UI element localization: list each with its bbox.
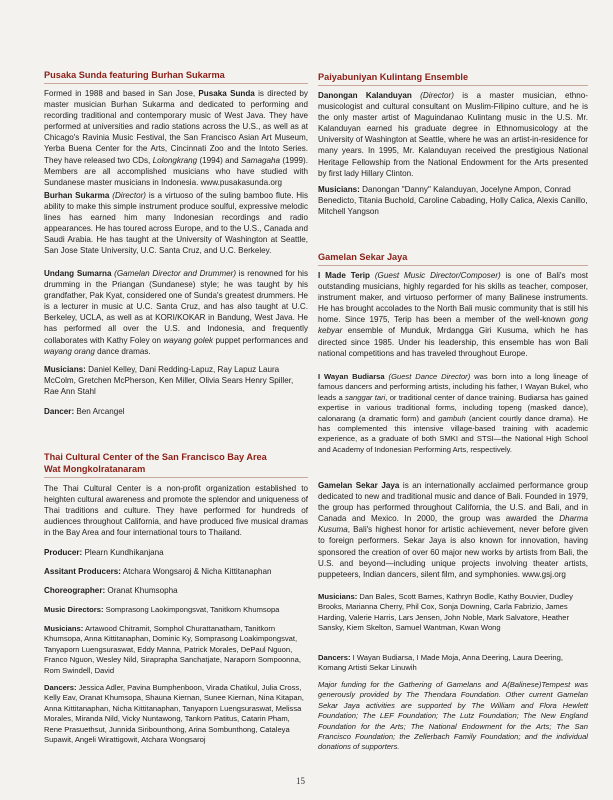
section-rule — [44, 83, 308, 84]
terip-bio: I Made Terip (Guest Music Director/Composer) is one of Bali's most outstanding musicians, highly regarded for his skills as teacher, composer, instrument maker, and virtuoso performer of many Balinese instruments. He has brought accolades to the North Bali music community that is still his home. Since 1975, Terip has been a member of the well-known gong kebyar ensemble of Munduk, Mrdangga Giri Kusuma, which he has directed since 1985. Under his leadership, this ensemble has won Bali national competitions and has traveled throughout Europe. — [318, 271, 588, 358]
wayan-bio: I Wayan Budiarsa (Guest Dance Director) was born into a long lineage of famous dancers and performing artists, including his father, I Wayan Bukel, who leads a sanggar tari, or traditional center of dance training. Budiarsa has gained expertise in various traditional forms, including topeng (masked dance), calonarang (a dramatic form) and gambuh (ancient courtly dance drama). He has complemented this intensive village-based training with academic experience, as a graduate of both SMKI and STSI—the National High School and Academy of Indonesian Performing Arts, respectively. — [318, 372, 588, 454]
sekar-jaya-url: www.gsj.org — [522, 569, 566, 579]
pusaka-musicians: Musicians: Daniel Kelley, Dani Redding-Lapuz, Ray Lapuz Laura McColm, Gretchen McPherson, Ken Miller, Olivia Sears Henry Spiller, Rae Ann Stahl — [44, 365, 294, 397]
section-rule — [318, 265, 588, 266]
pusaka-intro: Formed in 1988 and based in San Jose, Pusaka Sunda is directed by master musician Burhan Sukarma and dedicated to performing and recording traditional and contemporary music of West Java. They have performed at universities and radio stations across the U.S., as well as at Chicago's Ravinia Music Festival, the San Francisco Asian Art Museum, Yerba Buena Center for the Arts, Cincinnati Zoo and the Intoto Series. They have released two CDs, Lolongkrang (1994) and Samagaha (1999). Members are all accomplished musicians who have studied with Sundanese master musicians in Indonesia. www.pusakasunda.org — [44, 89, 308, 187]
thai-producer: Producer: Plearn Kundhikanjana — [44, 548, 164, 557]
thai-choreographer: Choreographer: Oranat Khumsopha — [44, 586, 178, 595]
section-rule — [44, 477, 308, 478]
burhan-bio: Burhan Sukarma (Director) is a virtuoso of the suling bamboo flute. His ability to make this simple instrument produce soulful, expressive melodic lines has earned him many Indonesian recordings and radio appearances. He has toured across Europe, and to the U.S., Canada and Saudi Arabia. He has taught at the University of Washington at Seattle, San Jose State University, U.C. Santa Cruz, and U.C. Berkeley. — [44, 191, 308, 256]
thai-title-line1: Thai Cultural Center of the San Francisco Bay Area — [44, 452, 267, 462]
palyabuniyan-title: Paiyabuniyan Kulintang Ensemble — [318, 72, 469, 82]
page-number: 15 — [296, 776, 305, 786]
sekar-jaya-musicians: Musicians: Dan Bales, Scott Barnes, Kathryn Bodle, Kathy Bouvier, Dudley Brooks, Marianna Cherry, Phil Cox, Sonja Downing, Carla Fabrizio, James Harding, Valerie Harris, Lars Jensen, John Noble, Mark Salvatore, Heather Sansky, Kiem Skelton, Samuel Wantman, Kwan Wong — [318, 592, 573, 633]
funding-note: Major funding for the Gathering of Gamelans and A(Balinese)Tempest was generously provided by The Thendara Foundation. Other current Gamelan Sekar Jaya activities are supported by The William and Flora Hewlett Foundation; The LEF Foundation; The Lutz Foundation; The New England Foundation for the Arts; The National Endowment for the Arts; The San Francisco Foundation; the Zellerbach Family Foundation; and the individual donations of supporters. — [318, 680, 588, 752]
section-rule — [318, 85, 588, 86]
pusaka-sunda-title: Pusaka Sunda featuring Burhan Sukarma — [44, 70, 225, 80]
thai-music-directors: Music Directors: Somprasong Laokimpongsvat, Tanitkorn Khumsopa — [44, 605, 280, 614]
palyabuniyan-musicians: Musicians: Danongan "Danny" Kalanduyan, Jocelyne Ampon, Conrad Benedicto, Titania Buchold, Caroline Cabading, Holly Calica, Alexis Canillo, Mitchell Yangson — [318, 185, 588, 217]
thai-intro: The Thai Cultural Center is a non-profit organization established to heighten cultural awareness and promote the splendor and uniqueness of Thai traditions and culture. They have performed for hundreds of audiences throughout California, and have produced five musical dramas in the Bay Area and four international tours to Thailand. — [44, 484, 308, 538]
thai-assistant-producers: Assitant Producers: Atchara Wongsaroj & Nicha Kittitanaphan — [44, 567, 272, 576]
danongan-bio: Danongan Kalanduyan (Director) is a master musician, ethno-musicologist and cultural consultant on Muslim-Filipino culture, and he is the only master artist of Maguindanao Kulintang music in the U.S. Mr. Kalanduyan earned his graduate degree in Ethnomusicology at the University of Washington at Seattle, where he was an artist-in-residence for many years. In 1995, Mr. Kalanduyan received the prestigious National Heritage Fellowship from the National Endowment for the Arts presented by first lady Hillary Clinton. — [318, 91, 588, 178]
pusaka-dancer: Dancer: Ben Arcangel — [44, 407, 125, 416]
sekar-jaya-title: Gamelan Sekar Jaya — [318, 252, 408, 262]
pusaka-url: www.pusakasunda.org — [200, 177, 283, 187]
undang-bio: Undang Sumarna (Gamelan Director and Drummer) is renowned for his drumming in the Priangan (Sundanese) style; he was taught by his grandfather, Pak Kyat, considered one of Sunda's greatest drummers. He is a lecturer in music at U.C. Santa Cruz, and has also taught at U.C. Berkeley, UCLA, as well as at KORI/KOKAR in Bandung, West Java. He has performed all over the U.S. and Indonesia, and frequently collaborates with Kathy Foley on wayang golek puppet performances and wayang orang dance dramas. — [44, 269, 308, 356]
thai-musicians: Musicians: Artawood Chitramit, Somphol Churattanatham, Tanitkorn Khumsopa, Anna Kittitanaphan, Dominic Ky, Somprasong Loakimpongsvat, Tanyaporn Luengsuraswat, Eddy Manna, Patrick Morales, DePaul Nguon, Franco Nguon, Wesley Nild, Siraprapha Sanchatjate, Naraporn Sompoonna, Rom Swindell, David — [44, 624, 301, 675]
thai-title-line2: Wat Mongkolratanaram — [44, 464, 146, 474]
sekar-jaya-bio: Gamelan Sekar Jaya is an internationally acclaimed performance group dedicated to new and traditional music and dance of Bali. Founded in 1979, the group has performed throughout California, the U.S. and Bali, and in Canada and Mexico. In 2000, the group was awarded the Dharma Kusuma, Bali's highest honor for artistic achievement, never before given to foreign performers. Sekar Jaya is also known for innovation, having sponsored the creation of over 60 major new works by artists from Bali, the U.S. and beyond—including unique projects involving theater artists, puppeteers, Indian dancers, silent film, and symphonies. www.gsj.org — [318, 481, 588, 579]
thai-dancers: Dancers: Jessica Adler, Pavina Bumphenboon, Virada Chatikul, Julia Cross, Kelly Eav, Oranat Khumsopa, Shauna Kiernan, Sunee Kiernan, Nina Kitapan, Anna Kittitanaphan, Nicha Kittitanaphan, Tanyaporn Luengsuraswat, Melissa Morales, Miranda Nild, Vicky Nuntawong, Tankorn Patitus, Catarin Pham, Rene Prasuethsut, Junnida Siribounthong, Arina Sombunthong, Cataleya Supawit, Angeli Wirattigowit, Atchara Wongsaroj — [44, 683, 304, 745]
sekar-jaya-dancers: Dancers: I Wayan Budiarsa, I Made Moja, Anna Deering, Laura Deering, Komang Artisti Sekar Linuwih — [318, 653, 563, 673]
